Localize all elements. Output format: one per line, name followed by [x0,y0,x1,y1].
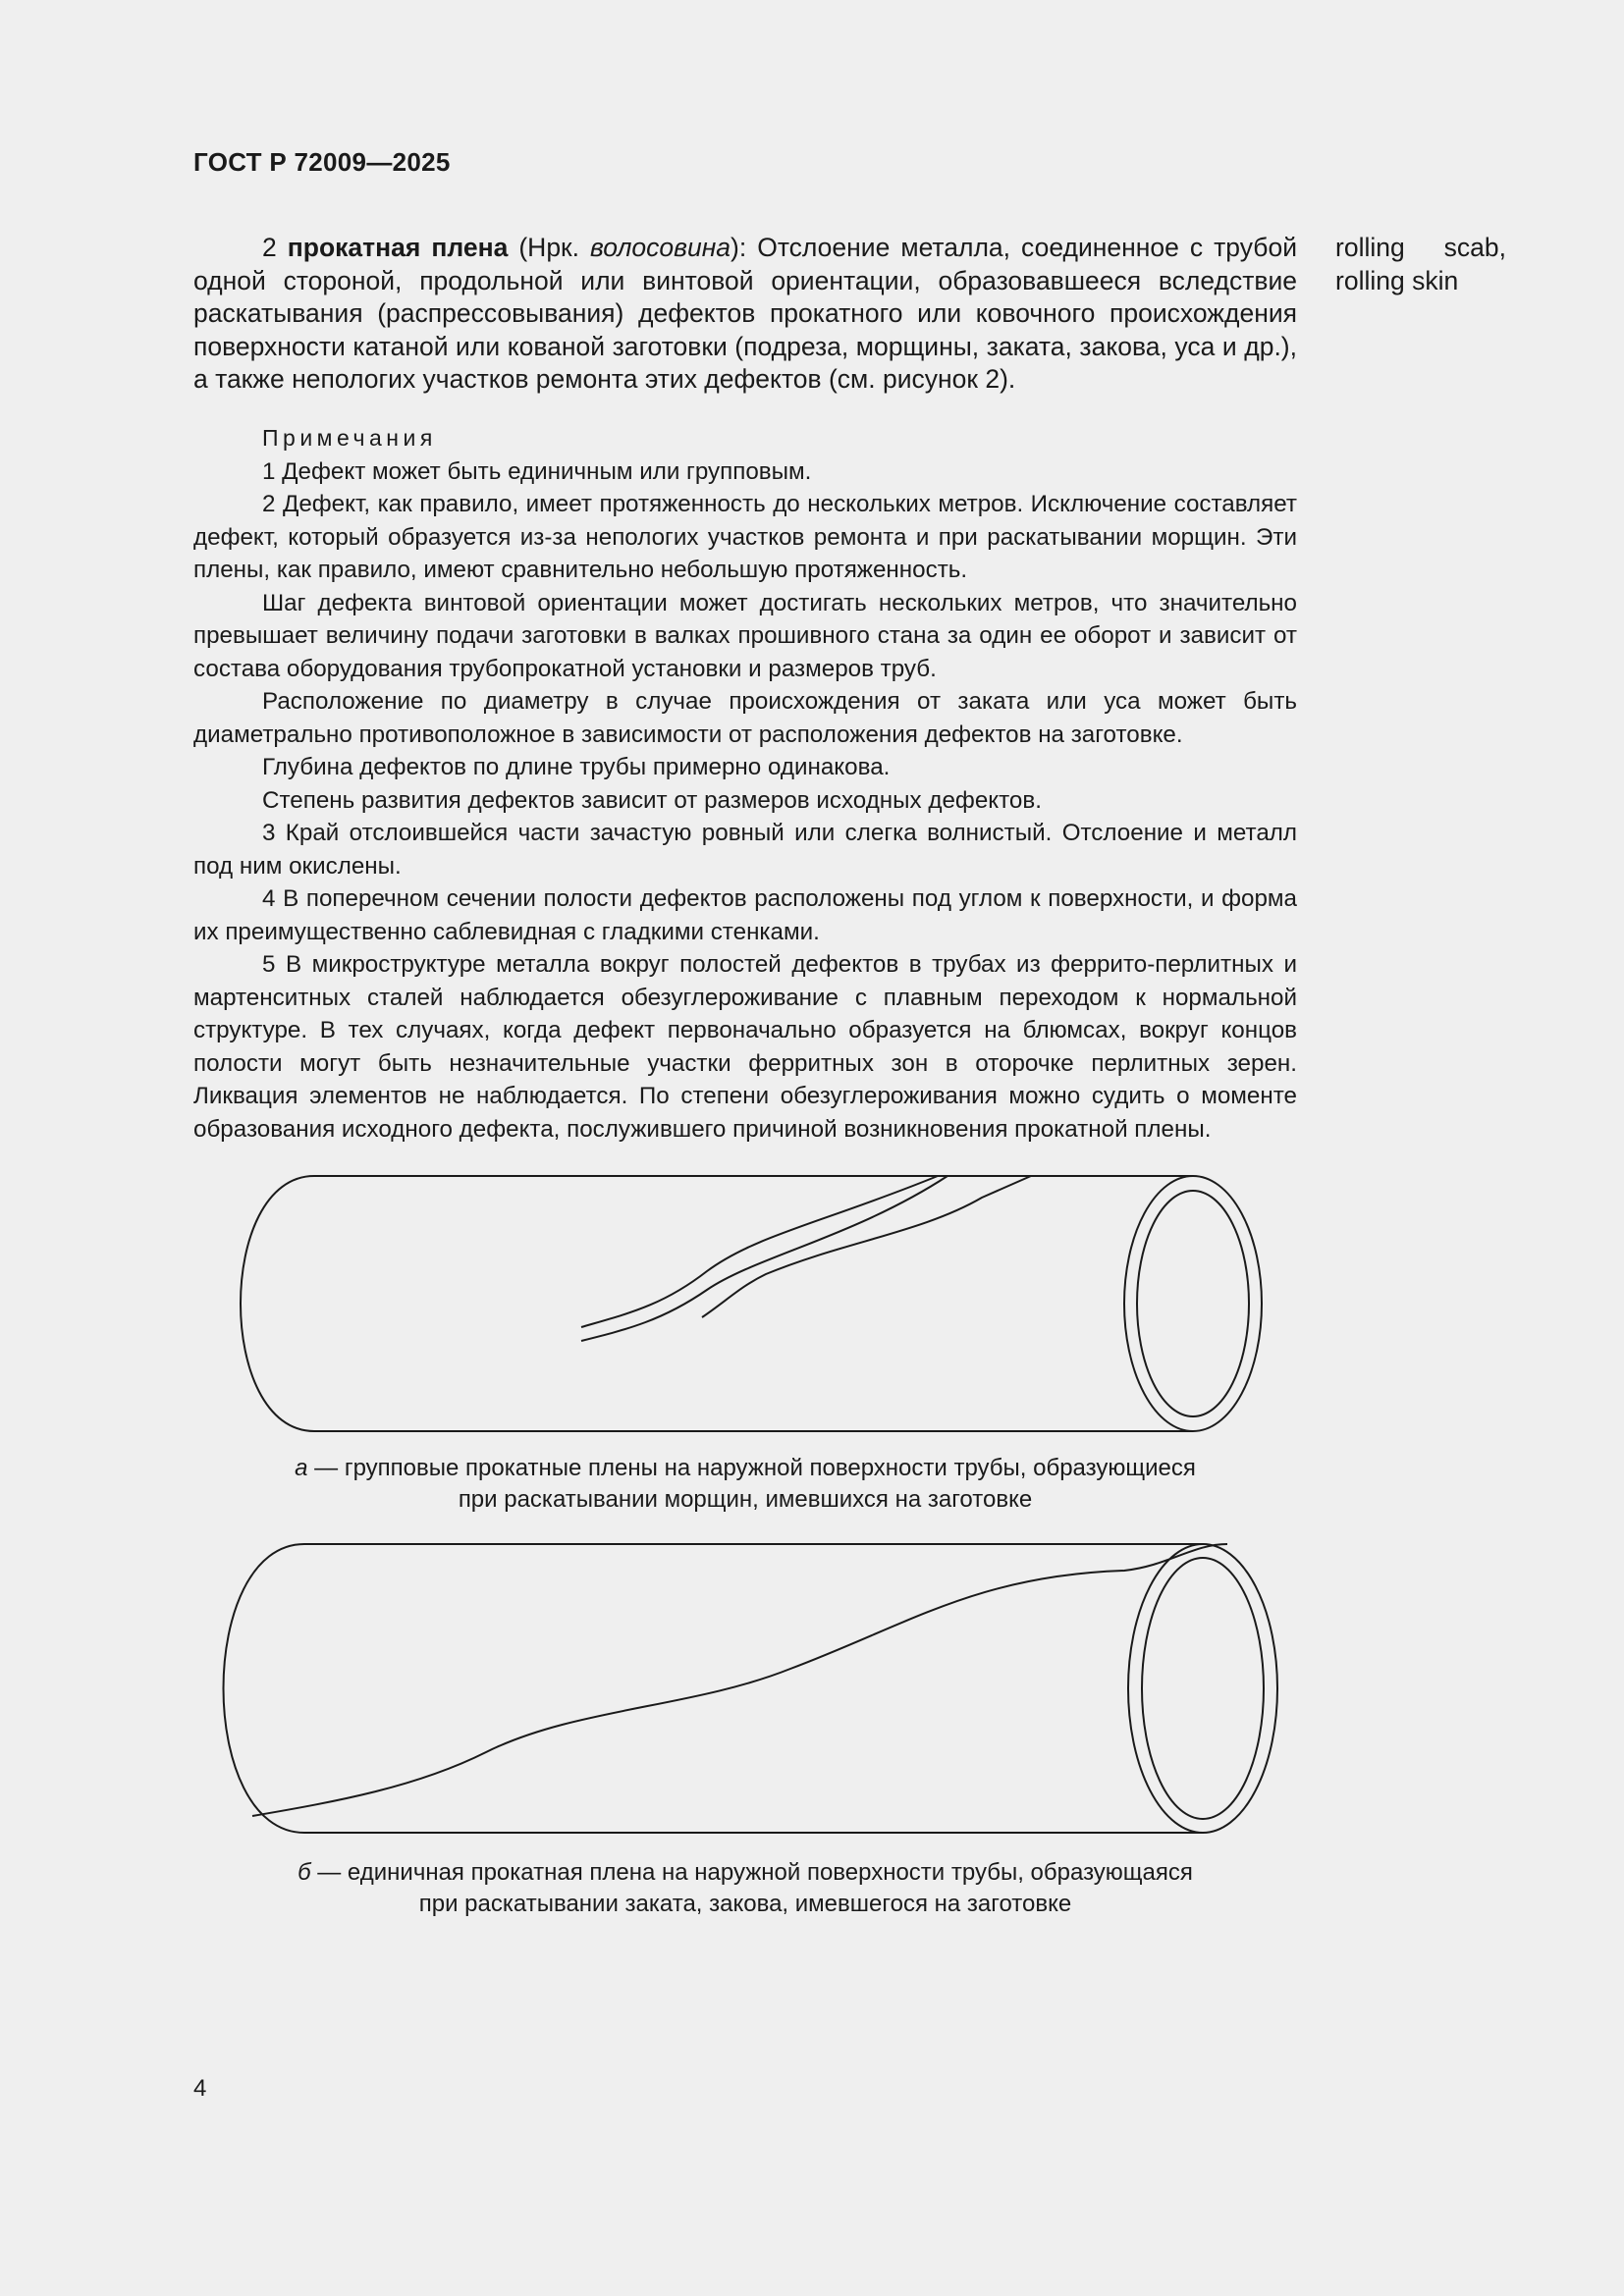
figure-a-caption [193,1453,1297,1516]
note-item: Глубина дефектов по длине трубы примерно одинакова. [262,754,891,780]
notes-title: Примечания [262,425,437,451]
term-abbr-prefix: (Нрк. [508,233,591,262]
english-line-1 [1335,232,1506,265]
figure-a-pipe-drawing [216,1168,1296,1443]
scab-b-line [252,1544,1227,1816]
english-equivalent [1335,232,1506,297]
notes-section [193,422,1297,1146]
figure-b-caption-line-2: при раскатывании заката, закова, имевшегося на заготовке [418,1891,1072,1917]
standard-header: ГОСТ Р 72009—2025 [193,147,451,177]
figure-b-caption [193,1857,1297,1920]
scab-a-line-1 [581,1176,938,1327]
figure-b-caption-text-1: — единичная прокатная плена на наружной поверхности трубы, образующаяся [310,1859,1193,1886]
figure-b-pipe-drawing [201,1536,1301,1841]
page-number: 4 [193,2075,207,2102]
english-word-rolling: rolling [1335,233,1405,262]
term-definition [193,232,1297,397]
figure-b-caption-line-1 [193,1857,1297,1889]
pipe-a-body [241,1176,1193,1431]
scab-a-line-2 [581,1176,947,1341]
pipe-b-end-inner [1142,1558,1264,1819]
note-item: 5 В микроструктуре металла вокруг полостей дефектов в трубах из феррито-перлитных и мартенситных сталей наблюдается обезуглероживание с плавным переходом к нормальной структуре. В тех случаях, когда дефект первоначально образуется на блюмсах, вокруг концов полости могут быть незначительные участки ферритных зон в оторочке перлитных зерен. Ликвация элементов не наблюдается. По степени обезуглероживания можно судить о моменте образования исходного дефекта, послужившего причиной возникновения прокатной плены. [193,951,1297,1143]
note-item: 3 Край отслоившейся части зачастую ровный или слегка волнистый. Отслоение и металл под ним окислены. [193,820,1297,880]
term-paragraph [193,232,1297,397]
figure-b-letter: б [298,1859,311,1886]
note-item: Расположение по диаметру в случае происхождения от заката или уса может быть диаметрально противоположное в зависимости от расположения дефектов на заготовке. [193,688,1297,748]
figure-a-caption-text-1: — групповые прокатные плены на наружной поверхности трубы, образующиеся [307,1455,1196,1481]
figure-a-letter: а [295,1455,308,1481]
pipe-a-end-outer [1124,1176,1262,1431]
note-item: 2 Дефект, как правило, имеет протяженность до нескольких метров. Исключение составляет дефект, который образуется из-за непологих участков ремонта и при раскатывании морщин. Эти плены, как правило, имеют сравнительно небольшую протяженность. [193,491,1297,583]
pipe-a-end-inner [1137,1191,1249,1416]
pipe-b-body [224,1544,1204,1833]
english-word-scab: scab, [1443,233,1506,262]
term-number: 2 [262,233,277,262]
pipe-b-end-outer [1128,1544,1277,1833]
note-item: Шаг дефекта винтовой ориентации может достигать нескольких метров, что значительно превышает величину подачи заготовки в валках прошивного стана за один ее оборот и зависит от состава оборудования трубопрокатной установки и размеров труб. [193,589,1297,682]
figure-a-caption-line-2: при раскатывании морщин, имевшихся на заготовке [458,1486,1033,1513]
english-line-2: rolling skin [1335,265,1459,295]
term-abbr-term: волосовина [590,233,731,262]
figure-a-caption-line-1 [193,1453,1297,1484]
note-item: 4 В поперечном сечении полости дефектов расположены под углом к поверхности, и форма их преимущественно саблевидная с гладкими стенками. [193,885,1297,945]
term-name: прокатная плена [287,233,509,262]
term-definition-text: ): Отслоение металла, соединенное с трубой одной стороной, продольной или винтовой ориентации, образовавшееся вследствие раскатывания (распрессовывания) дефектов прокатного или ковочного происхождения поверхности катаной или кованой заготовки (подреза, морщины, заката, закова, уса и др.), а также непологих участков ремонта этих дефектов (см. рисунок 2). [193,233,1298,394]
note-item: 1 Дефект может быть единичным или групповым. [262,457,812,485]
note-item: Степень развития дефектов зависит от размеров исходных дефектов. [262,786,1042,814]
